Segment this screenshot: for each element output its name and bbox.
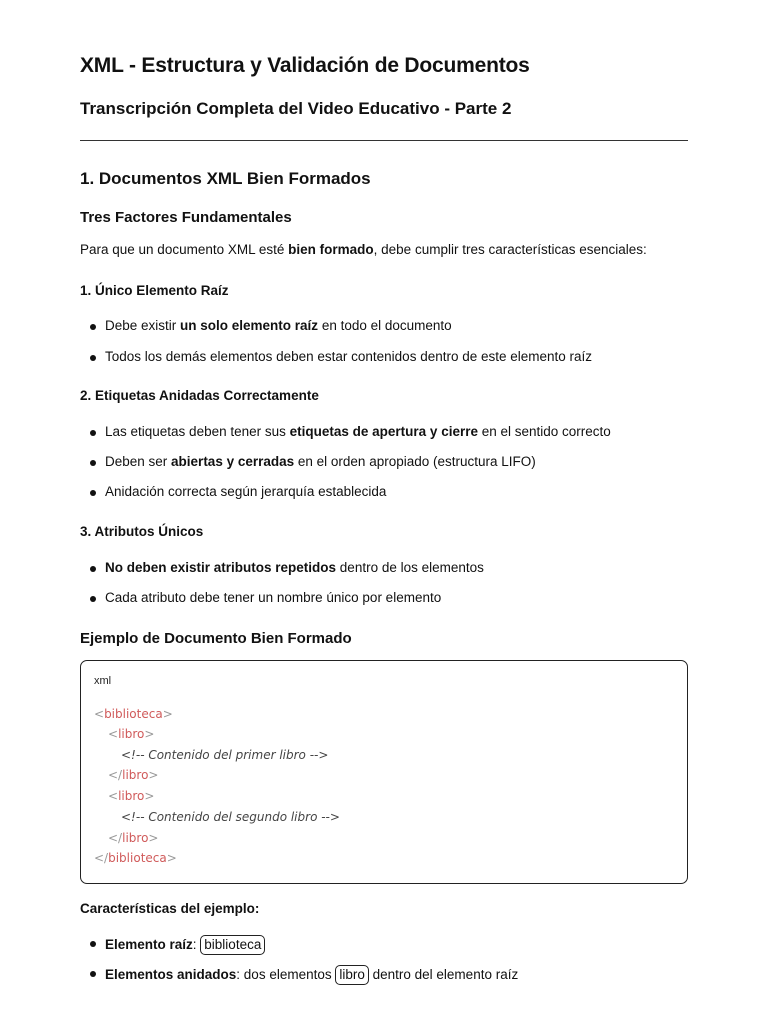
list-item-text: en el sentido correcto	[477, 424, 611, 439]
list-item	[80, 560, 484, 575]
inline-code-chip: libro	[335, 965, 369, 985]
example-heading: Ejemplo de Documento Bien Formado	[80, 630, 352, 647]
list-item	[80, 454, 536, 469]
list-item-bold: No deben existir atributos repetidos	[105, 560, 337, 575]
list-item-text: dentro del elemento raíz	[368, 967, 519, 982]
horizontal-rule	[80, 140, 688, 141]
list-item	[80, 590, 441, 605]
code-tag: libro	[122, 831, 149, 845]
list-item	[80, 965, 518, 985]
inline-code-chip: biblioteca	[200, 935, 265, 955]
list-item-text: Debe existir	[105, 318, 181, 333]
list-item-bold: Elemento raíz	[105, 937, 193, 952]
code-line	[121, 748, 328, 762]
code-tag: biblioteca	[108, 851, 167, 865]
section-heading-bien-formados: 1. Documentos XML Bien Formados	[80, 169, 371, 188]
list-item-text: Las etiquetas deben tener sus	[105, 424, 290, 439]
code-line: </biblioteca>	[94, 851, 177, 865]
code-comment: <!-- Contenido del primer libro -->	[121, 748, 329, 762]
list-item-bold: etiquetas de apertura y cierre	[289, 424, 478, 439]
features-heading: Características del ejemplo:	[80, 901, 260, 916]
list-item-bold: Elementos anidados	[105, 967, 237, 982]
intro-paragraph	[80, 242, 647, 257]
list-item	[80, 484, 386, 499]
list-item-text: en todo el documento	[318, 318, 452, 333]
list-item	[80, 349, 592, 364]
code-line: <biblioteca>	[94, 707, 173, 721]
code-block	[80, 660, 688, 884]
code-line: </libro>	[108, 831, 159, 845]
list-item-text: en el orden apropiado (estructura LIFO)	[294, 454, 536, 469]
page-title: XML - Estructura y Validación de Documentos	[80, 54, 530, 77]
list-item-text: Deben ser	[105, 454, 172, 469]
list-item-text: dentro de los elementos	[336, 560, 484, 575]
code-line	[121, 810, 340, 824]
page-subtitle: Transcripción Completa del Video Educativo - Parte 2	[80, 99, 512, 118]
code-tag: biblioteca	[104, 707, 163, 721]
factors-heading: Tres Factores Fundamentales	[80, 209, 292, 226]
code-tag: libro	[118, 789, 145, 803]
list-item	[80, 424, 611, 439]
code-comment: <!-- Contenido del segundo libro -->	[121, 810, 340, 824]
factor1-heading: 1. Único Elemento Raíz	[80, 283, 229, 298]
list-item	[80, 318, 452, 333]
list-item	[80, 935, 265, 955]
code-language-label: xml	[94, 675, 112, 687]
list-item-text: :	[192, 937, 201, 952]
factor2-heading: 2. Etiquetas Anidadas Correctamente	[80, 388, 319, 403]
intro-text-post: , debe cumplir tres características esenciales:	[373, 242, 647, 257]
code-tag: libro	[118, 727, 145, 741]
factor3-heading: 3. Atributos Únicos	[80, 524, 204, 539]
list-item-text: Anidación correcta según jerarquía establecida	[105, 484, 387, 499]
list-item-text: : dos elementos	[236, 967, 336, 982]
code-line: <libro>	[108, 727, 155, 741]
code-line: </libro>	[108, 768, 159, 782]
list-item-text: Cada atributo debe tener un nombre único por elemento	[105, 590, 442, 605]
intro-text-pre: Para que un documento XML esté	[80, 242, 289, 257]
list-item-bold: abiertas y cerradas	[171, 454, 295, 469]
code-line: <libro>	[108, 789, 155, 803]
list-item-bold: un solo elemento raíz	[180, 318, 319, 333]
intro-text-bold: bien formado	[288, 242, 374, 257]
list-item-text: Todos los demás elementos deben estar contenidos dentro de este elemento raíz	[105, 349, 593, 364]
code-tag: libro	[122, 768, 149, 782]
